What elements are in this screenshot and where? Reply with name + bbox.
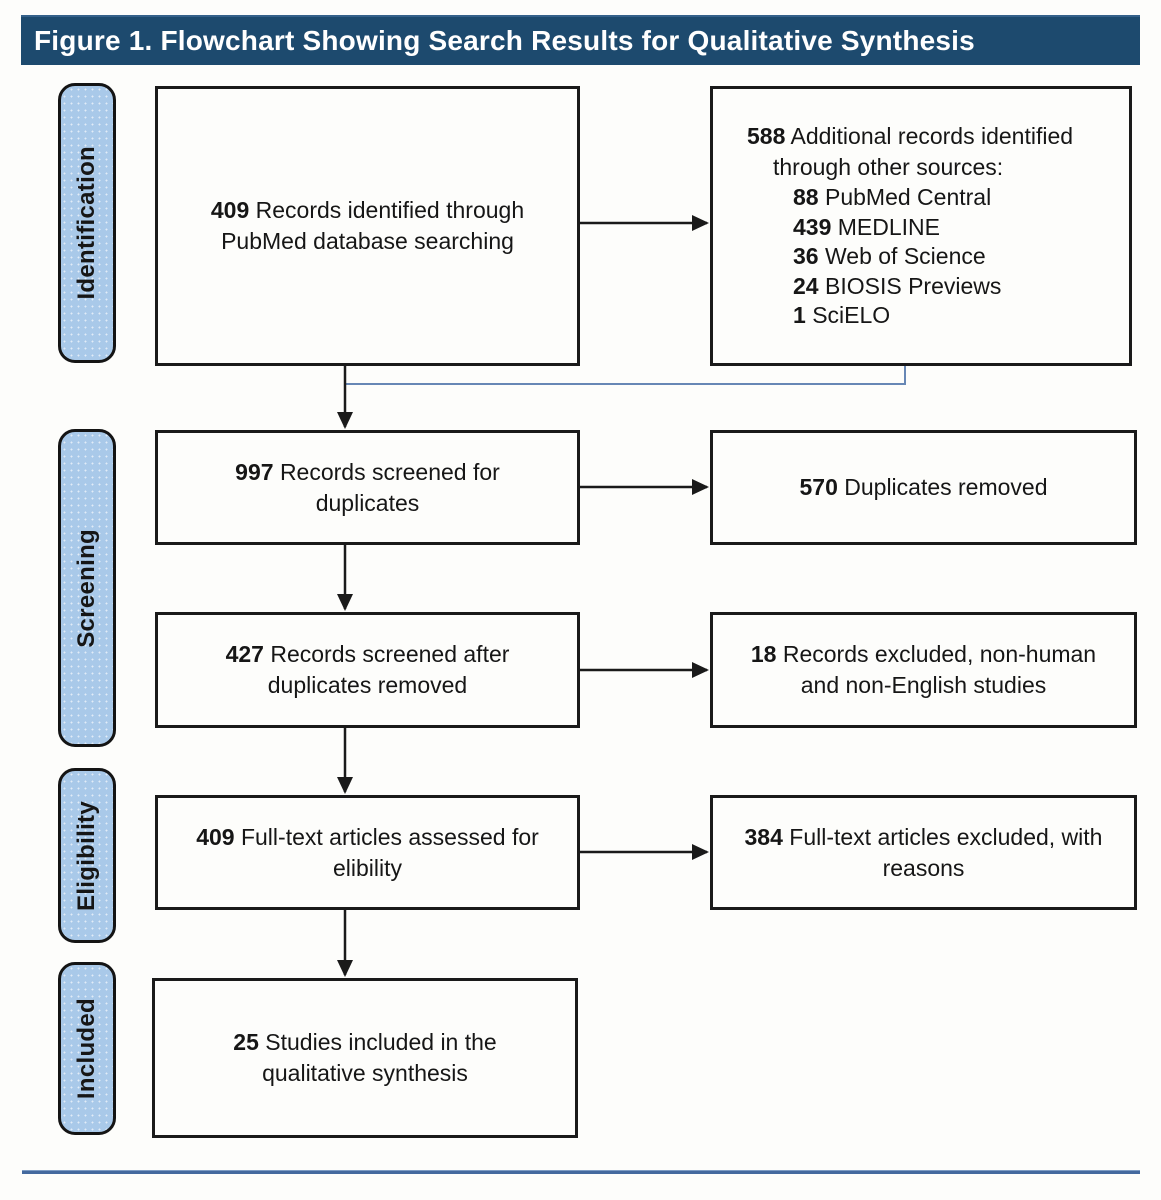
stage-eligibility	[58, 768, 116, 943]
count-records-identified: 409	[210, 197, 250, 223]
box-records-screened-after-text: 427 Records screened after duplicates removed	[225, 641, 510, 698]
box-duplicates-removed-text: 570 Duplicates removed	[799, 474, 1048, 500]
connector-other-sources	[345, 366, 905, 384]
count-studies-included: 25	[233, 1029, 259, 1055]
stage-identification	[58, 83, 116, 363]
figure-title: Figure 1. Flowchart Showing Search Results for Qualitative Synthesis	[34, 25, 975, 56]
box-additional-records	[710, 86, 1132, 366]
count-duplicates-removed: 570	[799, 474, 838, 500]
box-fulltext-assessed	[155, 795, 580, 910]
box-records-screened-duplicates-text: 997 Records screened for duplicates	[235, 458, 500, 516]
stage-identification-label: Identification	[73, 146, 100, 300]
box-fulltext-excluded	[710, 795, 1137, 910]
count-records-excluded: 18	[750, 641, 777, 667]
box-records-excluded-text: 18 Records excluded, non-human and non-English studies	[750, 641, 1097, 698]
box-additional-records-text: 588 Additional records identified through other sources:	[747, 123, 1074, 181]
count-records-screened-after: 427	[225, 641, 264, 667]
stage-screening-label: Screening	[73, 528, 100, 648]
box-studies-included-text: 25 Studies included in the qualitative synthesis	[233, 1029, 497, 1086]
count-fulltext-assessed: 409	[196, 823, 235, 850]
box-fulltext-excluded-text: 384 Full-text articles excluded, with reasons	[744, 823, 1103, 881]
stage-included	[58, 962, 116, 1135]
stage-screening	[58, 429, 116, 747]
box-duplicates-removed	[710, 430, 1137, 545]
source-pubmed-central: 88 PubMed Central	[793, 184, 992, 211]
box-records-identified	[155, 86, 580, 366]
box-fulltext-assessed-text: 409 Full-text articles assessed for elibility	[196, 823, 539, 881]
source-scielo: 1 SciELO	[793, 302, 891, 329]
additional-sources-list	[713, 183, 1129, 331]
box-studies-included	[152, 978, 578, 1138]
stage-included-label: Included	[73, 997, 100, 1100]
bottom-rule	[22, 1170, 1140, 1174]
box-records-screened-after	[155, 612, 580, 728]
box-records-screened-duplicates	[155, 430, 580, 545]
stage-eligibility-label: Eligibility	[73, 800, 100, 911]
source-web-of-science: 36 Web of Science	[793, 243, 986, 270]
count-records-screened: 997	[235, 458, 274, 485]
source-biosis-previews: 24 BIOSIS Previews	[793, 272, 1002, 299]
count-additional-records: 588	[747, 123, 786, 150]
box-records-excluded	[710, 612, 1137, 728]
source-medline: 439 MEDLINE	[793, 213, 941, 240]
figure-title-bar	[21, 15, 1140, 65]
count-fulltext-excluded: 384	[744, 823, 783, 850]
box-records-identified-text: 409 Records identified through PubMed database searching	[210, 197, 525, 254]
